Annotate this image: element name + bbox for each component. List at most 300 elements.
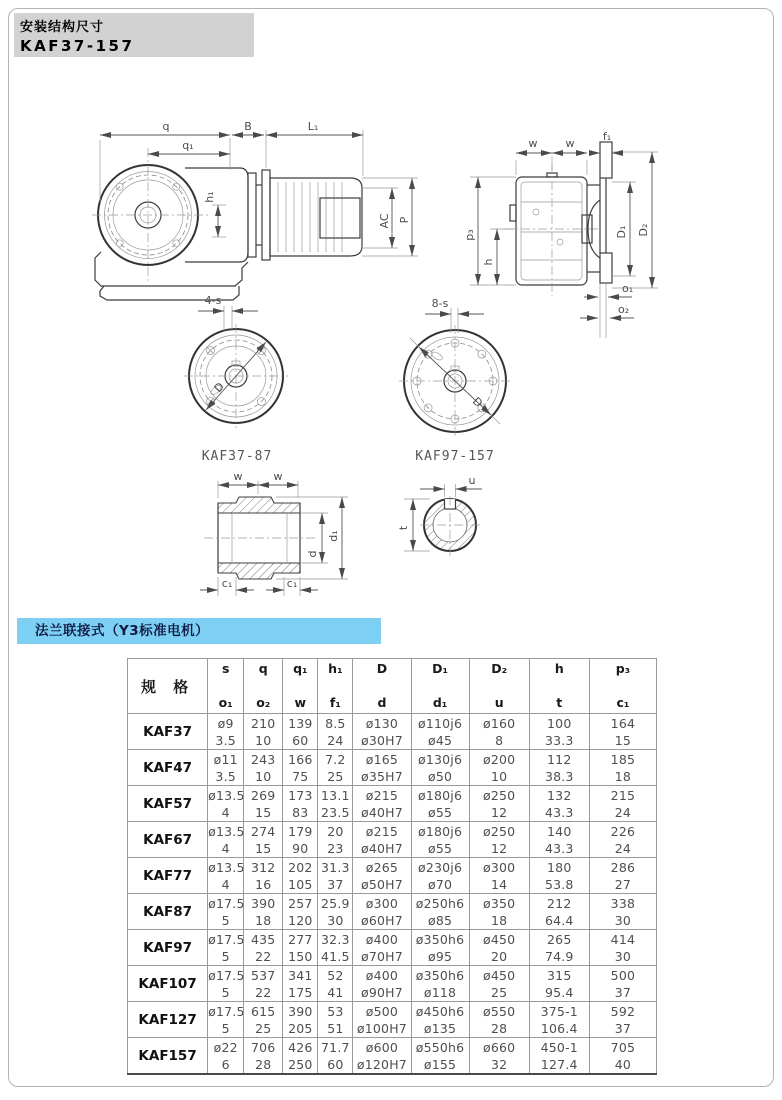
dim-value-top: 132 (547, 787, 572, 803)
dim-value-top: 7.2 (325, 751, 346, 767)
dim-cell (283, 1038, 318, 1075)
dim-D-large-label: D (469, 394, 486, 410)
dim-value-bottom: 18 (491, 912, 508, 928)
dim-cell (469, 858, 529, 894)
dim-value-bottom: 15 (255, 804, 272, 820)
col-header-7 (529, 659, 589, 714)
model-name: KAF37 (128, 714, 208, 750)
col-header-top-label: D (376, 661, 388, 676)
table-row (128, 1002, 657, 1038)
dim-cell (283, 786, 318, 822)
dim-d1-label: d₁ (327, 530, 340, 542)
dim-value-bottom: 28 (255, 1056, 272, 1072)
model-name: KAF97 (128, 930, 208, 966)
col-header-bottom-label: d (377, 695, 387, 710)
dim-cell (208, 714, 244, 750)
dim-D-small-label: D (211, 380, 227, 396)
dim-cell (318, 858, 353, 894)
dim-value-bottom: ø45 (427, 732, 453, 748)
dim-cell (318, 786, 353, 822)
dim-value-top: 13.1 (321, 787, 350, 803)
dim-value-top: 500 (610, 967, 636, 983)
dim-value-top: 450-1 (540, 1039, 578, 1055)
dim-value-top: 705 (610, 1039, 636, 1055)
dim-value-bottom: 32 (491, 1056, 508, 1072)
dim-cell (529, 858, 589, 894)
dim-cell (283, 750, 318, 786)
dim-value-top: ø200 (483, 751, 516, 767)
dim-value-top: 615 (251, 1003, 276, 1019)
dim-cell (529, 714, 589, 750)
dim-value-top: 265 (547, 931, 572, 947)
dim-value-top: ø450 (483, 931, 516, 947)
dim-f1-label: f₁ (602, 130, 612, 143)
dim-cell (318, 714, 353, 750)
dim-cell (529, 1038, 589, 1075)
dim-value-bottom: ø55 (427, 804, 453, 820)
dim-value-top: 71.7 (321, 1039, 350, 1055)
dim-cell (589, 894, 656, 930)
dim-cell (353, 966, 411, 1002)
technical-drawings (0, 90, 782, 610)
dim-shaft-w2-label: w (273, 470, 283, 483)
dim-value-top: ø160 (483, 715, 516, 731)
dim-cell (529, 966, 589, 1002)
dim-value-top: ø13.5 (208, 787, 245, 803)
dim-value-bottom: ø95 (427, 948, 453, 964)
dim-value-top: 31.3 (321, 859, 350, 875)
dim-shaft-w1-label: w (233, 470, 243, 483)
dim-value-bottom: 106.4 (540, 1020, 578, 1036)
col-header-bottom-label: f₁ (329, 695, 341, 710)
dim-value-bottom: 22 (255, 948, 272, 964)
dim-value-top: 706 (251, 1039, 276, 1055)
dim-value-top: ø250 (483, 823, 516, 839)
dim-cell (469, 930, 529, 966)
dim-value-bottom: 24 (327, 732, 344, 748)
dim-value-top: 180 (547, 859, 572, 875)
dim-cell (244, 1002, 283, 1038)
model-name: KAF47 (128, 750, 208, 786)
dim-value-top: ø17.5 (208, 895, 245, 911)
dim-4s-label: 4-s (204, 294, 222, 307)
col-header-bottom-label: o₁ (218, 695, 233, 710)
dim-value-top: ø265 (365, 859, 399, 875)
dim-D2-label: D₂ (637, 223, 650, 237)
dim-value-top: ø660 (483, 1039, 516, 1055)
dim-value-top: 338 (610, 895, 636, 911)
dim-t-label: t (397, 525, 410, 531)
dim-value-bottom: 24 (614, 840, 632, 856)
dim-value-top: 312 (251, 859, 276, 875)
dim-cell (244, 750, 283, 786)
col-header-top-label: D₁ (432, 661, 448, 676)
dim-cell (244, 786, 283, 822)
dim-value-bottom: 25 (491, 984, 508, 1000)
dim-cell (244, 714, 283, 750)
dim-value-top: ø450 (483, 967, 516, 983)
dim-value-top: 202 (288, 859, 313, 875)
dim-value-top: ø350h6 (415, 967, 465, 983)
dim-cell (244, 1038, 283, 1075)
col-header-bottom-label: c₁ (616, 695, 630, 710)
dim-value-top: 414 (610, 931, 636, 947)
dim-cell (283, 894, 318, 930)
dim-value-bottom: 37 (614, 1020, 632, 1036)
dim-cell (589, 750, 656, 786)
dim-cell (353, 930, 411, 966)
dim-value-bottom: 23.5 (321, 804, 350, 820)
dim-value-top: ø300 (365, 895, 399, 911)
dim-cell (208, 858, 244, 894)
dim-cell (411, 930, 469, 966)
dim-value-bottom: ø40H7 (360, 840, 403, 856)
dim-cell (411, 894, 469, 930)
dim-cell (208, 750, 244, 786)
dim-value-bottom: 20 (491, 948, 508, 964)
section-label (17, 618, 381, 644)
col-header-bottom-label: u (494, 695, 504, 710)
dim-value-top: ø500 (365, 1003, 399, 1019)
dim-value-top: 100 (547, 715, 572, 731)
model-name: KAF57 (128, 786, 208, 822)
dim-value-top: 274 (251, 823, 276, 839)
dim-value-bottom: 105 (288, 876, 313, 892)
dim-cell (529, 894, 589, 930)
dim-B-label: B (244, 120, 252, 133)
dim-value-top: 269 (251, 787, 276, 803)
dim-h1-label: h₁ (203, 191, 216, 203)
dim-value-top: ø17.5 (208, 1003, 245, 1019)
dim-cell (469, 894, 529, 930)
dim-value-top: 592 (610, 1003, 636, 1019)
dim-value-bottom: 16 (255, 876, 272, 892)
dim-value-bottom: 5 (221, 948, 230, 964)
dim-cell (283, 930, 318, 966)
dim-value-top: 375-1 (540, 1003, 578, 1019)
dim-value-bottom: 28 (491, 1020, 508, 1036)
dim-value-bottom: 43.3 (544, 804, 574, 820)
dimension-table (127, 658, 657, 1075)
dim-value-bottom: 75 (292, 768, 309, 784)
dim-value-bottom: 175 (288, 984, 313, 1000)
dim-cell (529, 930, 589, 966)
dim-value-bottom: 10 (255, 732, 272, 748)
dim-value-top: ø400 (365, 931, 399, 947)
dim-value-top: 277 (288, 931, 313, 947)
dim-q1-label: q₁ (182, 139, 194, 152)
dim-cell (411, 786, 469, 822)
col-header-0 (208, 659, 244, 714)
dim-value-top: 341 (288, 967, 313, 983)
dim-value-top: ø17.5 (208, 967, 245, 983)
table-row (128, 750, 657, 786)
table-row (128, 966, 657, 1002)
col-header-2 (283, 659, 318, 714)
dim-cell (244, 858, 283, 894)
dim-cell (244, 966, 283, 1002)
dim-cell (208, 786, 244, 822)
dim-cell (469, 966, 529, 1002)
dim-value-top: ø600 (365, 1039, 399, 1055)
dim-cell (411, 966, 469, 1002)
col-header-top-label: D₂ (491, 661, 508, 676)
dim-value-bottom: ø90H7 (360, 984, 403, 1000)
dim-value-bottom: 43.3 (544, 840, 574, 856)
col-header-3 (318, 659, 353, 714)
dim-cell (589, 1002, 656, 1038)
dim-value-bottom: ø85 (427, 912, 453, 928)
table-header-row (128, 659, 657, 714)
dim-value-top: ø11 (213, 751, 238, 767)
model-name: KAF67 (128, 822, 208, 858)
dim-value-bottom: 15 (255, 840, 272, 856)
dim-value-top: 140 (547, 823, 572, 839)
dim-cell (318, 822, 353, 858)
model-name: KAF107 (128, 966, 208, 1002)
dim-value-bottom: 51 (327, 1020, 344, 1036)
dim-value-bottom: 15 (614, 732, 632, 748)
dim-cell (318, 930, 353, 966)
table-row (128, 894, 657, 930)
dim-cell (469, 714, 529, 750)
dim-cell (353, 894, 411, 930)
dim-cell (208, 930, 244, 966)
dim-cell (283, 1002, 318, 1038)
dim-cell (353, 750, 411, 786)
col-header-top-label: q (258, 661, 268, 676)
dim-P-label: P (398, 216, 411, 224)
dim-value-bottom: ø70H7 (360, 948, 403, 964)
dim-value-top: 164 (610, 715, 636, 731)
dim-cell (318, 1002, 353, 1038)
dim-value-top: ø550 (483, 1003, 516, 1019)
dim-value-top: ø13.5 (208, 823, 245, 839)
dim-value-top: 286 (610, 859, 636, 875)
dim-value-top: 212 (547, 895, 572, 911)
dim-cell (589, 822, 656, 858)
dim-value-bottom: ø50 (427, 768, 453, 784)
dim-c1-left-label: c₁ (221, 577, 233, 590)
dim-value-top: ø180j6 (417, 787, 463, 803)
dim-value-bottom: 10 (255, 768, 272, 784)
dim-value-bottom: ø135 (423, 1020, 457, 1036)
dim-value-bottom: 5 (221, 984, 230, 1000)
col-header-top-label: h (554, 661, 564, 676)
dim-cell (283, 858, 318, 894)
shaft-keyway-section (397, 474, 482, 556)
dim-value-bottom: 127.4 (540, 1056, 578, 1072)
dim-value-top: 315 (547, 967, 572, 983)
page-header (14, 13, 254, 57)
dim-value-bottom: 74.9 (544, 948, 574, 964)
dim-cell (589, 786, 656, 822)
dim-value-bottom: 95.4 (544, 984, 574, 1000)
dim-cell (411, 750, 469, 786)
dim-value-top: ø550h6 (415, 1039, 465, 1055)
table-row (128, 714, 657, 750)
dim-L1-label: L₁ (307, 120, 319, 133)
dim-value-bottom: ø40H7 (360, 804, 403, 820)
dim-value-bottom: 8 (495, 732, 504, 748)
dim-value-bottom: 25 (255, 1020, 272, 1036)
front-view-drawing (92, 120, 418, 300)
dim-o2-label: o₂ (618, 303, 630, 316)
dim-value-bottom: 41 (327, 984, 344, 1000)
dim-D1-label: D₁ (615, 225, 628, 239)
dim-AC-label: AC (378, 213, 391, 229)
dim-value-top: ø9 (217, 715, 234, 731)
table-row (128, 786, 657, 822)
dim-value-top: ø13.5 (208, 859, 245, 875)
dim-value-top: 185 (610, 751, 636, 767)
dim-cell (318, 1038, 353, 1075)
dim-cell (244, 930, 283, 966)
dim-cell (411, 822, 469, 858)
dim-value-bottom: 53.8 (544, 876, 574, 892)
dim-cell (589, 930, 656, 966)
dim-p3-label: p₃ (463, 229, 476, 241)
dim-cell (411, 1002, 469, 1038)
col-header-1 (244, 659, 283, 714)
model-name: KAF157 (128, 1038, 208, 1075)
dim-value-bottom: 150 (288, 948, 313, 964)
dim-cell (411, 858, 469, 894)
dim-value-bottom: ø118 (423, 984, 457, 1000)
dim-q-label: q (162, 120, 170, 133)
dim-cell (529, 786, 589, 822)
dim-value-bottom: 23 (327, 840, 344, 856)
dim-value-top: 435 (251, 931, 276, 947)
dim-8s-label: 8-s (431, 297, 449, 310)
dim-value-bottom: 3.5 (215, 732, 236, 748)
table-row (128, 822, 657, 858)
dim-cell (529, 1002, 589, 1038)
col-header-bottom-label: w (294, 695, 307, 710)
dim-value-top: ø215 (365, 823, 399, 839)
dim-value-top: ø350 (483, 895, 516, 911)
dim-value-bottom: ø35H7 (360, 768, 403, 784)
dim-value-top: 53 (327, 1003, 344, 1019)
dim-value-bottom: 60 (327, 1056, 344, 1072)
dim-value-top: 390 (288, 1003, 313, 1019)
dim-w-left-label: w (528, 137, 538, 150)
dim-value-top: ø400 (365, 967, 399, 983)
dim-value-bottom: 37 (614, 984, 632, 1000)
dim-o1-label: o₁ (622, 282, 634, 295)
dim-value-top: 537 (251, 967, 276, 983)
dim-value-bottom: ø100H7 (356, 1020, 407, 1036)
flange-small-caption: KAF37-87 (201, 449, 273, 464)
dim-cell (283, 822, 318, 858)
dim-value-top: 32.3 (321, 931, 350, 947)
dim-cell (208, 1038, 244, 1075)
dim-cell (318, 966, 353, 1002)
dim-value-top: ø300 (483, 859, 516, 875)
dim-value-bottom: 5 (221, 912, 230, 928)
flange-view-small (184, 294, 288, 464)
dim-value-bottom: 41.5 (321, 948, 350, 964)
dim-value-bottom: 4 (221, 840, 230, 856)
dim-cell (411, 1038, 469, 1075)
dim-h-label: h (482, 258, 495, 266)
dim-cell (208, 894, 244, 930)
spec-header: 规 格 (128, 659, 208, 714)
dim-cell (589, 1038, 656, 1075)
dim-value-bottom: 37 (327, 876, 344, 892)
dim-value-bottom: 90 (292, 840, 309, 856)
dim-value-bottom: 12 (491, 840, 508, 856)
dim-value-bottom: ø60H7 (360, 912, 403, 928)
col-header-bottom-label: o₂ (256, 695, 271, 710)
dim-cell (469, 1038, 529, 1075)
dim-value-top: 179 (288, 823, 313, 839)
dim-value-bottom: 18 (255, 912, 272, 928)
col-header-top-label: p₃ (615, 661, 631, 676)
hollow-shaft-section (200, 470, 348, 596)
model-name: KAF127 (128, 1002, 208, 1038)
dim-value-top: 426 (288, 1039, 313, 1055)
dim-value-top: 210 (251, 715, 276, 731)
dim-value-top: 257 (288, 895, 313, 911)
dim-value-bottom: 30 (614, 912, 632, 928)
dim-cell (353, 1002, 411, 1038)
dim-value-bottom: 120 (288, 912, 313, 928)
dim-value-top: 390 (251, 895, 276, 911)
dim-cell (244, 822, 283, 858)
col-header-bottom-label: t (556, 695, 563, 710)
dim-value-bottom: ø155 (423, 1056, 457, 1072)
dim-cell (469, 822, 529, 858)
dim-cell (318, 894, 353, 930)
dim-value-top: 226 (610, 823, 636, 839)
dim-value-top: 139 (288, 715, 313, 731)
dim-d-label: d (306, 550, 319, 558)
dim-value-top: 52 (327, 967, 344, 983)
dim-cell (589, 858, 656, 894)
model-name: KAF87 (128, 894, 208, 930)
dim-value-bottom: 60 (292, 732, 309, 748)
dim-cell (353, 858, 411, 894)
dim-cell (244, 894, 283, 930)
dim-cell (411, 714, 469, 750)
dim-value-bottom: 40 (614, 1056, 632, 1072)
flange-large-caption: KAF97-157 (415, 449, 495, 464)
dim-value-bottom: 250 (288, 1056, 313, 1072)
dim-cell (529, 822, 589, 858)
dim-value-bottom: 3.5 (215, 768, 236, 784)
dim-u-label: u (468, 474, 476, 487)
col-header-8 (589, 659, 656, 714)
dim-cell (353, 822, 411, 858)
table-body (128, 714, 657, 1075)
dim-w-right-label: w (565, 137, 575, 150)
col-header-top-label: q₁ (293, 661, 308, 676)
dim-value-top: ø130j6 (417, 751, 463, 767)
dim-value-top: ø350h6 (415, 931, 465, 947)
dim-cell (208, 1002, 244, 1038)
col-header-top-label: h₁ (328, 661, 343, 676)
dim-c1-right-label: c₁ (286, 577, 298, 590)
dim-value-top: 8.5 (325, 715, 346, 731)
dim-value-bottom: 33.3 (544, 732, 574, 748)
dim-value-top: ø450h6 (415, 1003, 465, 1019)
dim-value-bottom: ø70 (427, 876, 453, 892)
dim-cell (283, 714, 318, 750)
dim-value-bottom: 4 (221, 876, 230, 892)
dim-value-bottom: 14 (491, 876, 508, 892)
dim-value-bottom: 30 (614, 948, 632, 964)
